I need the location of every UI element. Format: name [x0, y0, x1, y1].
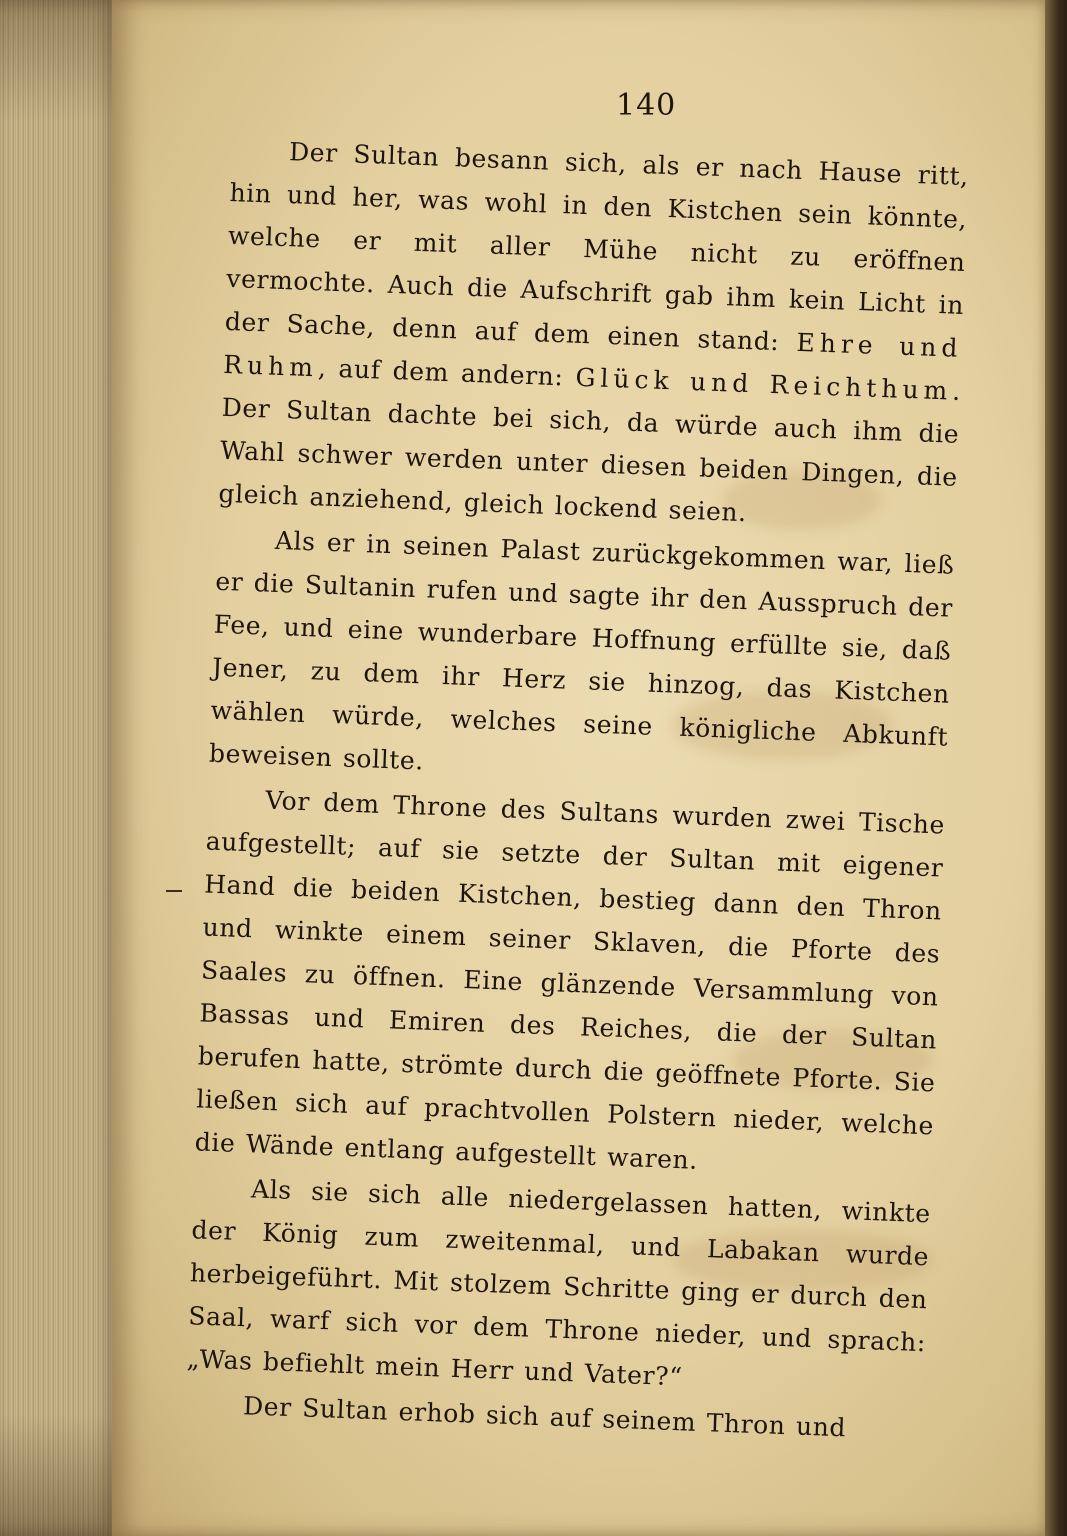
spaced-emphasis: Glück und Reichthum	[574, 362, 953, 406]
paragraph: Der Sultan erhob sich auf seinem Thron und	[242, 1391, 847, 1443]
margin-mark	[166, 890, 182, 892]
page-number: 140	[616, 88, 677, 123]
spaced-emphasis: Ehre und Ruhm	[222, 327, 963, 383]
body-text	[184, 128, 969, 1452]
paragraph: Als sie sich alle niedergelassen hatten, winkte der König zum zweitenmal, und Labakan wurde herbeigeführt. Mit stolzem Schritte ging er durch den Saal, warf sich vor dem Throne nieder, und sprach: „Was befiehlt mein Herr und Vater?“	[186, 1174, 932, 1392]
book-binding	[1045, 0, 1067, 1536]
paragraph	[218, 128, 970, 542]
paragraph-text: Der Sultan besann sich, als er nach Hause ritt, hin und her, was wohl in den Kistchen sein könnte, welche er mit aller Mühe nicht zu eröffnen vermochte. Auch die Aufschrift gab ihm kein Licht in der Sache, denn auf dem einen stand:	[224, 137, 970, 357]
paragraph-text: . Der Sultan dachte bei sich, da würde auch ihm die Wahl schwer werden unter diesen beiden Dingen, die gleich anziehend, gleich lockend seien.	[218, 376, 962, 528]
paragraph: Als er in seinen Palast zurückgekommen war, ließ er die Sultanin rufen und sagte ihr den Ausspruch der Fee, und eine wunderbare Hoffnung erfüllte sie, daß Jener, zu dem ihr Herz sie hinzog, das Kistchen wählen würde, welches seine königliche Abkunft beweisen sollte.	[208, 525, 955, 776]
paragraph-text: , auf dem andern:	[317, 353, 577, 392]
page-edges	[0, 0, 120, 1536]
paragraph: Vor dem Throne des Sultans wurden zwei Tische aufgestellt; auf sie setzte der Sultan mit eigener Hand die beiden Kistchen, bestieg dann den Thron und winkte einem seiner Sklaven, die Pforte des Saales zu öffnen. Eine glänzende Versammlung von Bassas und Emiren des Reiches, die der Sultan berufen hatte, strömte durch die geöffnete Pforte. Sie ließen sich auf prachtvollen Polstern nieder, welche die Wände entlang aufgestellt waren.	[194, 785, 946, 1175]
